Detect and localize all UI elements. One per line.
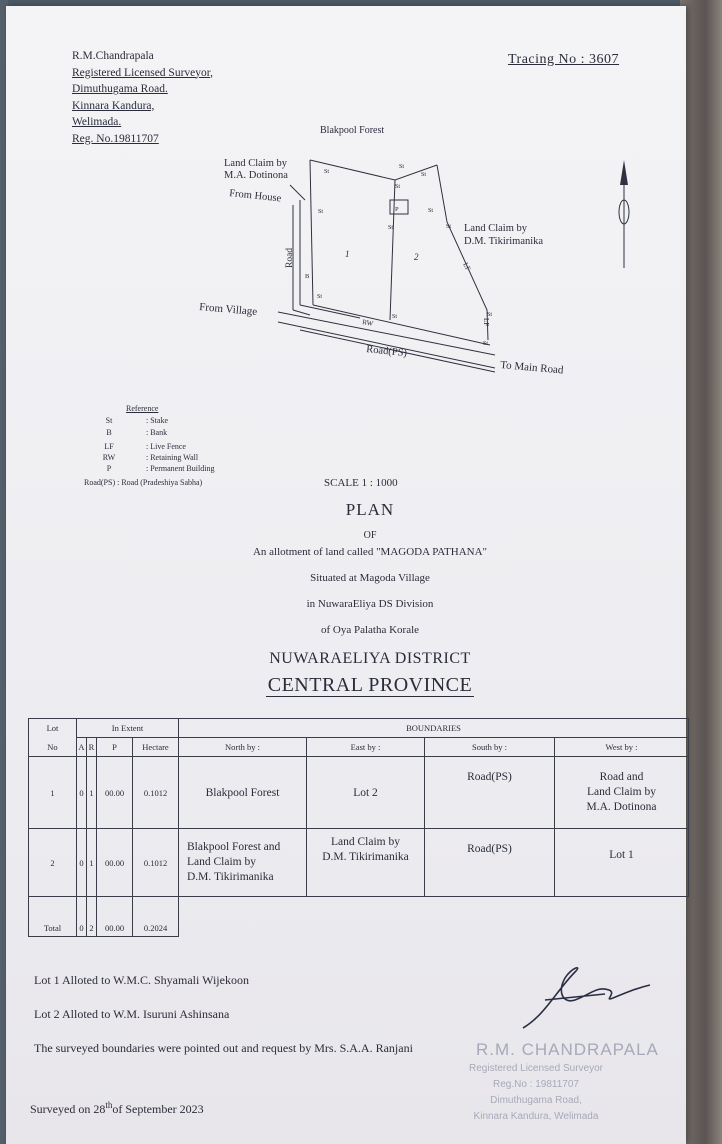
- map-stake: St: [392, 314, 398, 320]
- reference-desc: : Bank: [146, 428, 168, 437]
- cell-a: 0: [77, 829, 87, 897]
- plan-scale: SCALE 1 : 1000: [324, 477, 398, 489]
- plan-title: PLAN: [345, 500, 395, 519]
- surveyed-date-ordinal: th: [105, 1100, 113, 1110]
- extent-boundaries-table: [28, 718, 689, 937]
- reference-abbr: Road(PS): [84, 478, 116, 487]
- cell-total-r: 2: [87, 897, 97, 937]
- signature-stroke: [523, 968, 650, 1028]
- cell-north-line: D.M. Tikirimanika: [187, 871, 274, 883]
- east-live-fence-line: [437, 165, 488, 340]
- road-bend-inner: [300, 305, 360, 318]
- cell-west: Lot 1: [555, 829, 689, 897]
- cell-hectare: 0.1012: [133, 829, 179, 897]
- header-boundaries: BOUNDARIES: [179, 719, 689, 738]
- cell-north: [179, 829, 307, 897]
- header-south: South by :: [425, 738, 555, 757]
- header-lot: Lot: [29, 719, 77, 738]
- reference-desc: : Road (Pradeshiya Sabha): [117, 478, 203, 487]
- map-stake: St: [487, 312, 493, 318]
- header-east: East by :: [307, 738, 425, 757]
- map-stake: St: [446, 224, 452, 230]
- map-label-rw: RW: [361, 318, 374, 328]
- header-extent: In Extent: [77, 719, 179, 738]
- surveyor-road: Dimuthugama Road.: [72, 83, 168, 95]
- map-label-claim-tikirimanika-1: Land Claim by: [464, 223, 527, 234]
- map-label-lot-1: 1: [345, 249, 350, 259]
- plan-province-text: CENTRAL PROVINCE: [267, 674, 473, 696]
- cell-p: 00.00: [97, 757, 133, 829]
- map-label-building: P: [395, 206, 399, 213]
- from-house-arrow: [290, 185, 305, 200]
- surveyor-reg-no: Reg. No.19811707: [72, 132, 159, 145]
- west-boundary-line: [310, 160, 313, 305]
- cell-south: Road(PS): [425, 829, 555, 897]
- header-r: R: [87, 738, 97, 757]
- table-row: [29, 829, 689, 897]
- cell-north: Blakpool Forest: [179, 757, 307, 829]
- table-header-row: [29, 719, 689, 738]
- cell-east: [307, 829, 425, 897]
- cell-total-hectare: 0.2024: [133, 897, 179, 937]
- map-label-lot-2: 2: [414, 252, 419, 262]
- table-total-row: [29, 897, 689, 937]
- map-label-claim-dotinona-1: Land Claim by: [224, 158, 287, 169]
- map-label-road-ps: Road(PS): [365, 344, 408, 360]
- plan-of: OF: [363, 530, 377, 541]
- reference-abbr: St: [105, 416, 113, 425]
- header-west: West by :: [555, 738, 689, 757]
- map-stake: St: [324, 169, 330, 175]
- plan-division: in NuwaraEliya DS Division: [306, 598, 434, 610]
- cell-lot-no: 2: [29, 829, 77, 897]
- cell-total-blank: [179, 897, 689, 937]
- plan-situated: Situated at Magoda Village: [310, 572, 430, 584]
- plan-korale: of Oya Palatha Korale: [320, 624, 420, 636]
- reference-desc: : Stake: [146, 416, 168, 425]
- cell-north-line: Land Claim by: [187, 856, 256, 868]
- map-stake: St: [421, 172, 427, 178]
- cell-west-line: Road and: [599, 771, 644, 783]
- map-label-bank: B: [305, 273, 310, 280]
- map-label-lf-upper: LF: [461, 261, 473, 273]
- header-a: A: [77, 738, 87, 757]
- reference-desc: : Retaining Wall: [146, 453, 199, 462]
- cell-hectare: 0.1012: [133, 757, 179, 829]
- map-stake: St: [395, 184, 401, 190]
- map-label-from-village: From Village: [198, 301, 258, 319]
- boundaries-pointed-note: The surveyed boundaries were pointed out and request by Mrs. S.A.A. Ranjani: [34, 1041, 413, 1055]
- reference-desc: : Permanent Building: [146, 464, 215, 473]
- cell-total-a: 0: [77, 897, 87, 937]
- cell-a: 0: [77, 757, 87, 829]
- surveyor-city: Welimada.: [72, 116, 122, 128]
- reference-abbr: RW: [102, 453, 116, 462]
- north-boundary-line: [310, 160, 437, 180]
- map-label-road: Road: [285, 247, 295, 268]
- cell-north-line: Blakpool Forest and: [187, 841, 281, 853]
- plan-province: [190, 674, 550, 697]
- cell-total-label: Total: [29, 897, 77, 937]
- surveyor-town: Kinnara Kandura,: [72, 99, 155, 112]
- stamp-town: Kinnara Kandura, Welimada: [473, 1111, 599, 1122]
- plan-district: NUWARAELIYA DISTRICT: [269, 650, 471, 667]
- cell-south: Road(PS): [425, 757, 555, 829]
- reference-abbr: P: [106, 464, 112, 473]
- reference-abbr: B: [106, 428, 112, 437]
- map-label-claim-dotinona-2: M.A. Dotinona: [224, 170, 288, 181]
- reference-desc: : Live Fence: [146, 442, 186, 451]
- cell-total-p: 00.00: [97, 897, 133, 937]
- cell-r: 1: [87, 829, 97, 897]
- road-bend-outer: [293, 310, 310, 315]
- table-subheader-row: [29, 738, 689, 757]
- north-arrow-head-icon: [620, 160, 628, 185]
- surveyor-name: R.M.Chandrapala: [72, 50, 154, 62]
- road-ps-line-2: [278, 322, 495, 368]
- table-row: [29, 757, 689, 829]
- reference-row: [84, 478, 202, 488]
- stamp-reg-no: Reg.No : 19811707: [493, 1079, 579, 1090]
- map-label-blakpool-forest: Blakpool Forest: [320, 125, 385, 136]
- cell-east-line: Land Claim by: [331, 836, 400, 848]
- surveyed-date: [30, 1100, 204, 1117]
- reference-title: Reference: [126, 404, 159, 413]
- stamp-road: Dimuthugama Road,: [490, 1095, 582, 1106]
- map-label-to-main-road: To Main Road: [499, 359, 564, 377]
- reference-abbr: LF: [104, 442, 114, 451]
- cell-east-line: D.M. Tikirimanika: [322, 851, 409, 863]
- surveyor-signature: [505, 960, 665, 1040]
- map-stake: St: [399, 164, 405, 170]
- permanent-building-box: [390, 200, 408, 214]
- cell-east: Lot 2: [307, 757, 425, 829]
- tracing-number: Tracing No : 3607: [508, 52, 620, 67]
- header-hectare: Hectare: [133, 738, 179, 757]
- map-stake: St: [318, 209, 324, 215]
- land-plan-map: [0, 0, 722, 425]
- plan-allotment: An allotment of land called "MAGODA PATHANA": [252, 546, 488, 558]
- map-stake: St: [388, 225, 394, 231]
- map-stake: St: [428, 208, 434, 214]
- cell-west-line: M.A. Dotinona: [586, 801, 657, 813]
- stamp-title: Registered Licensed Surveyor: [469, 1063, 603, 1074]
- map-stake: St: [317, 294, 323, 300]
- map-label-from-house: From House: [228, 188, 282, 205]
- cell-west-line: Land Claim by: [587, 786, 656, 798]
- map-label-lf-lower: LF: [482, 318, 490, 327]
- allotment-lot-1: Lot 1 Alloted to W.M.C. Shyamali Wijekoon: [34, 973, 249, 987]
- surveyor-title: Registered Licensed Surveyor,: [72, 66, 214, 79]
- header-north: North by :: [179, 738, 307, 757]
- allotment-lot-2: Lot 2 Alloted to W.M. Isuruni Ashinsana: [34, 1007, 230, 1021]
- cell-p: 00.00: [97, 829, 133, 897]
- header-p: P: [97, 738, 133, 757]
- cell-lot-no: 1: [29, 757, 77, 829]
- surveyed-date-prefix: Surveyed on 28: [30, 1102, 106, 1116]
- header-no: No: [29, 738, 77, 757]
- map-label-claim-tikirimanika-2: D.M. Tikirimanika: [464, 236, 544, 247]
- map-stake: St: [483, 341, 489, 347]
- stamp-surveyor-name: R.M. CHANDRAPALA: [476, 1040, 659, 1059]
- cell-r: 1: [87, 757, 97, 829]
- surveyed-date-suffix: of September 2023: [112, 1102, 204, 1116]
- cell-west: [555, 757, 689, 829]
- plan-drawing: [0, 0, 722, 420]
